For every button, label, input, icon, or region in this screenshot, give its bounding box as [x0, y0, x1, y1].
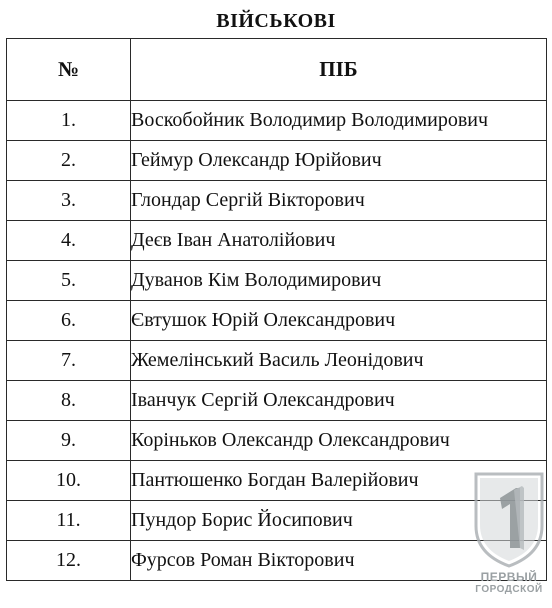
row-number: 2.: [7, 141, 131, 181]
row-number: 8.: [7, 381, 131, 421]
row-name: Глондар Сергій Вікторович: [131, 181, 547, 221]
row-name: Пантюшенко Богдан Валерійович: [131, 461, 547, 501]
table-row: [7, 261, 547, 301]
row-name: Іванчук Сергій Олександрович: [131, 381, 547, 421]
row-name: Євтушок Юрій Олександрович: [131, 301, 547, 341]
table-row: [7, 341, 547, 381]
column-header-number: №: [7, 39, 131, 101]
row-number: 1.: [7, 101, 131, 141]
watermark-logo: [470, 468, 548, 602]
table-row: [7, 101, 547, 141]
table-row: [7, 461, 547, 501]
row-number: 9.: [7, 421, 131, 461]
table-header-row: [7, 39, 547, 101]
table-row: [7, 181, 547, 221]
row-name: Дуванов Кім Володимирович: [131, 261, 547, 301]
row-name: Деєв Іван Анатолійович: [131, 221, 547, 261]
row-number: 10.: [7, 461, 131, 501]
table-row: [7, 141, 547, 181]
row-name: Фурсов Роман Вікторович: [131, 541, 547, 581]
table-row: [7, 421, 547, 461]
row-number: 11.: [7, 501, 131, 541]
table-row: [7, 501, 547, 541]
row-number: 12.: [7, 541, 131, 581]
watermark-line1: ПЕРВЫЙ: [480, 570, 538, 584]
row-number: 3.: [7, 181, 131, 221]
row-name: Геймур Олександр Юрійович: [131, 141, 547, 181]
row-name: Пундор Борис Йосипович: [131, 501, 547, 541]
row-number: 6.: [7, 301, 131, 341]
roster-table: [6, 38, 547, 581]
table-row: [7, 541, 547, 581]
table-row: [7, 221, 547, 261]
row-number: 5.: [7, 261, 131, 301]
column-header-name: ПІБ: [131, 39, 547, 101]
watermark-one-icon: [470, 468, 548, 568]
row-name: Жемелінський Василь Леонідович: [131, 341, 547, 381]
table-row: [7, 381, 547, 421]
row-number: 7.: [7, 341, 131, 381]
row-name: Воскобойник Володимир Володимирович: [131, 101, 547, 141]
page-title: ВІЙСЬКОВІ: [216, 10, 336, 32]
row-number: 4.: [7, 221, 131, 261]
watermark-line2: ГОРОДСКОЙ: [475, 584, 543, 595]
table-row: [7, 301, 547, 341]
row-name: Корiньков Олександр Олександрович: [131, 421, 547, 461]
